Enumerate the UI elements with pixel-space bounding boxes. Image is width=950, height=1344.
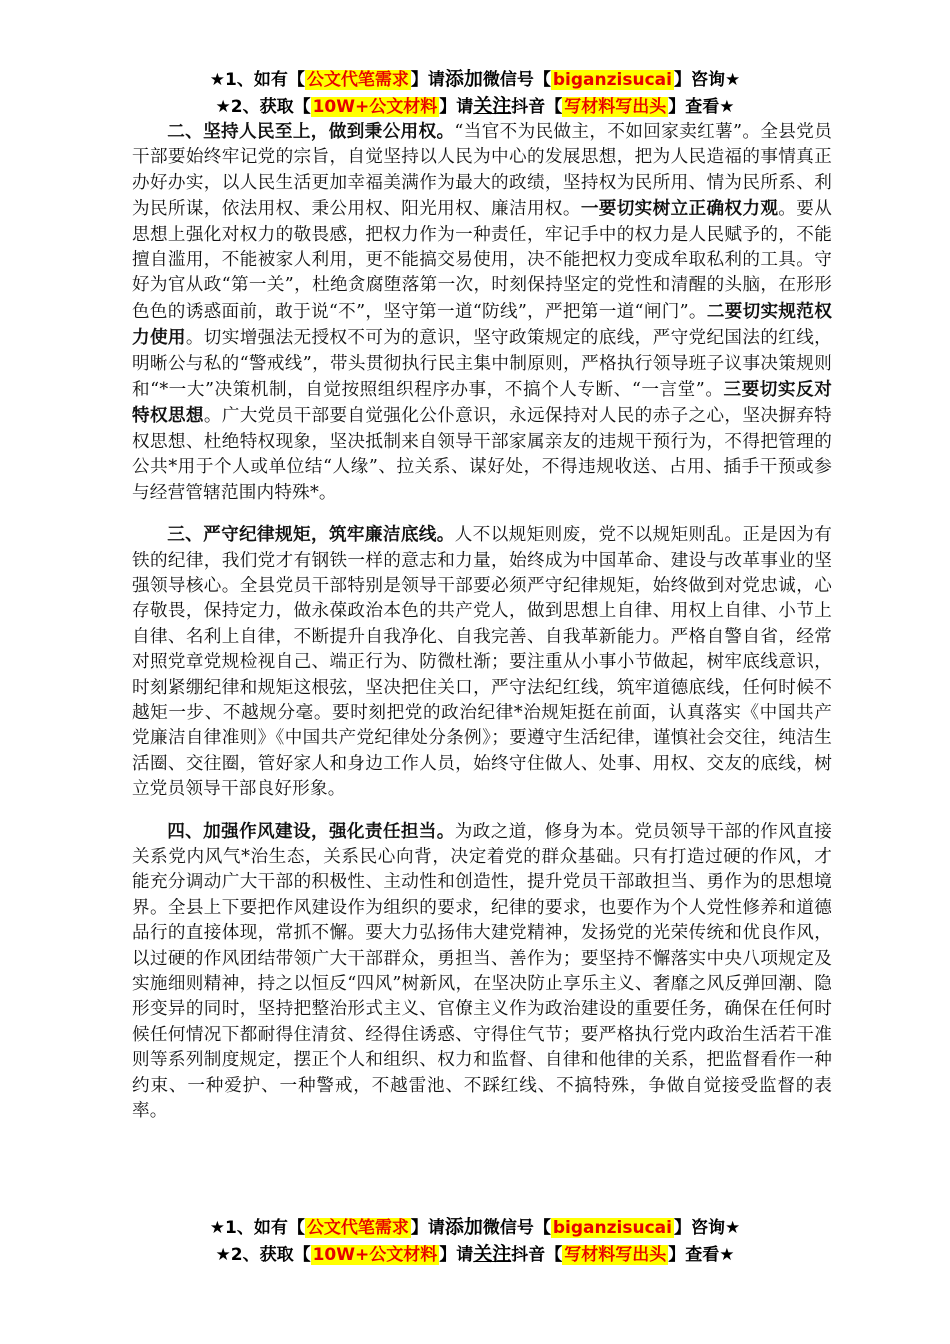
paragraph-section-2: 二、坚持人民至上，做到秉公用权。“当官不为民做主，不如回家卖红薯”。全县党员干部要始终牢记党的宗旨，自觉坚持以人民为中心的发展思想，把为人民造福的事情真正办好办实，以人民生活更加幸福美满作为最大的政绩，坚持权为民所用、情为民所系、利为民所谋，依法用权、秉公用权、阳光用权、廉洁用权。一要切实树立正确权力观。要从思想上强化对权力的敬畏感，把权力作为一种责任，牢记手中的权力是人民赋予的，不能擅自滥用，不能被家人利用，更不能搞交易使用，决不能把权力变成牟取私利的工具。守好为官从政“第一关”，杜绝贪腐堕落第一次，时刻保持坚定的党性和清醒的头脑，在形形色色的诱惑面前，敢于说“不”，坚守第一道“防线”，严把第一道“闸门”。二要切实规范权力使用。切实增强法无授权不可为的意识，坚守政策规定的底线，严守党纪国法的红线，明晰公与私的“警戒线”，带头贯彻执行民主集中制原则，严格执行领导班子议事决策规则和“*一大”决策机制，自觉按照组织程序办事，不搞个人专断、“一言堂”。三要切实反对特权思想。广大党员干部要自觉强化公仆意识，永远保持对人民的赤子之心，坚决摒弃特权思想、杜绝特权现象，坚决抵制来自领导干部家属亲友的违规干预行为，不得把管理的公共*用于个人或单位结“人缘”、拉关系、谋好处，不得违规收送、占用、插手干预或参与经营管辖范围内特殊*。 <box>132 121 832 503</box>
point-heading: 三要切实反对特权思想 <box>132 379 832 427</box>
promo-line-1: ★1、如有【 公文代笔需求 】请添加微信号【 biganzisucai 】咨询★ <box>209 68 741 90</box>
paragraph-section-4: 四、加强作风建设，强化责任担当。为政之道，修身为本。党员领导干部的作风直接关系党内风气*治生态，关系民心向背，决定着党的群众基础。只有打造过硬的作风，才能充分调动广大干部的积极性、主动性和创造性，提升党员干部敢担当、勇作为的思想境界。全县上下要把作风建设作为组织的要求，纪律的要求，也要作为个人党性修养和道德品行的直接体现，常抓不懈。要大力弘扬伟大建党精神，发扬党的光荣传统和优良作风，以过硬的作风团结带领广大干部群众，勇担当、善作为；要坚持不懈落实中央八项规定及实施细则精神，持之以恒反“四风”树新风，在坚决防止享乐主义、奢靡之风反弹回潮、隐形变异的同时，坚持把整治形式主义、官僚主义作为政治建设的重要任务，确保在任何时候任何情况下都耐得住清贫、经得住诱惑、守得住气节；要严格执行党内政治生活若干准则等系列制度规定，摆正个人和组织、权力和监督、自律和他律的关系，把监督看作一种约束、一种爱护、一种警戒，不越雷池、不踩红线、不搞特殊，争做自觉接受监督的表率。 <box>132 820 833 1122</box>
paragraph-section-3: 三、严守纪律规矩，筑牢廉洁底线。人不以规矩则废，党不以规矩则乱。正是因为有铁的纪律，我们党才有钢铁一样的意志和力量，始终成为中国革命、建设与改革事业的坚强领导核心。全县党员干部特别是领导干部要必须严守纪律规矩，始终做到对党忠诚，心存敬畏，保持定力，做永葆政治本色的共产党人，做到思想上自律、用权上自律、小节上自律、名利上自律，不断提升自我净化、自我完善、自我革新能力。严格自警自省，经常对照党章党规检视自己、端正行为、防微杜渐；要注重从小事小节做起，树牢底线意识，时刻紧绷纪律和规矩这根弦，坚决把住关口，严守法纪红线，筑牢道德底线，任何时候不越矩一步、不越规分毫。要时刻把党的政治纪律*治规矩挺在前面，认真落实《中国共产党廉洁自律准则》《中国共产党纪律处分条例》；要遵守生活纪律，谨慎社会交往，纯洁生活圈、交往圈，管好家人和身边工作人员，始终守住做人、处事、用权、交友的底线，树立党员领导干部良好形象。 <box>132 524 833 800</box>
promo-line-1: ★1、如有【 公文代笔需求 】请添加微信号【 biganzisucai 】咨询★ <box>209 1216 741 1238</box>
promo-banner-top <box>0 66 950 120</box>
section-heading: 二、坚持人民至上，做到秉公用权。 <box>167 121 455 142</box>
highlight-materials: 10W+公文材料 <box>312 97 438 117</box>
promo-banner-bottom <box>0 1214 950 1268</box>
highlight-service: 公文代笔需求 <box>306 1218 409 1238</box>
section-heading: 四、加强作风建设，强化责任担当。 <box>167 820 455 842</box>
highlight-douyin: 写材料写出头 <box>564 1245 667 1265</box>
highlight-wechat-id: biganzisucai <box>552 1218 672 1238</box>
highlight-wechat-id: biganzisucai <box>552 70 672 90</box>
highlight-materials: 10W+公文材料 <box>312 1245 438 1265</box>
promo-line-2: ★2、获取【 10W+公文材料 】请关注抖音【 写材料写出头 】查看★ <box>215 95 735 117</box>
highlight-douyin: 写材料写出头 <box>564 97 667 117</box>
body-text <box>132 119 832 1140</box>
section-heading: 三、严守纪律规矩，筑牢廉洁底线。 <box>167 524 455 546</box>
point-heading: 二要切实规范权力使用 <box>132 300 832 349</box>
highlight-service: 公文代笔需求 <box>306 70 409 90</box>
promo-line-2: ★2、获取【 10W+公文材料 】请关注抖音【 写材料写出头 】查看★ <box>215 1243 735 1265</box>
point-heading: 一要切实树立正确权力观 <box>580 198 779 220</box>
